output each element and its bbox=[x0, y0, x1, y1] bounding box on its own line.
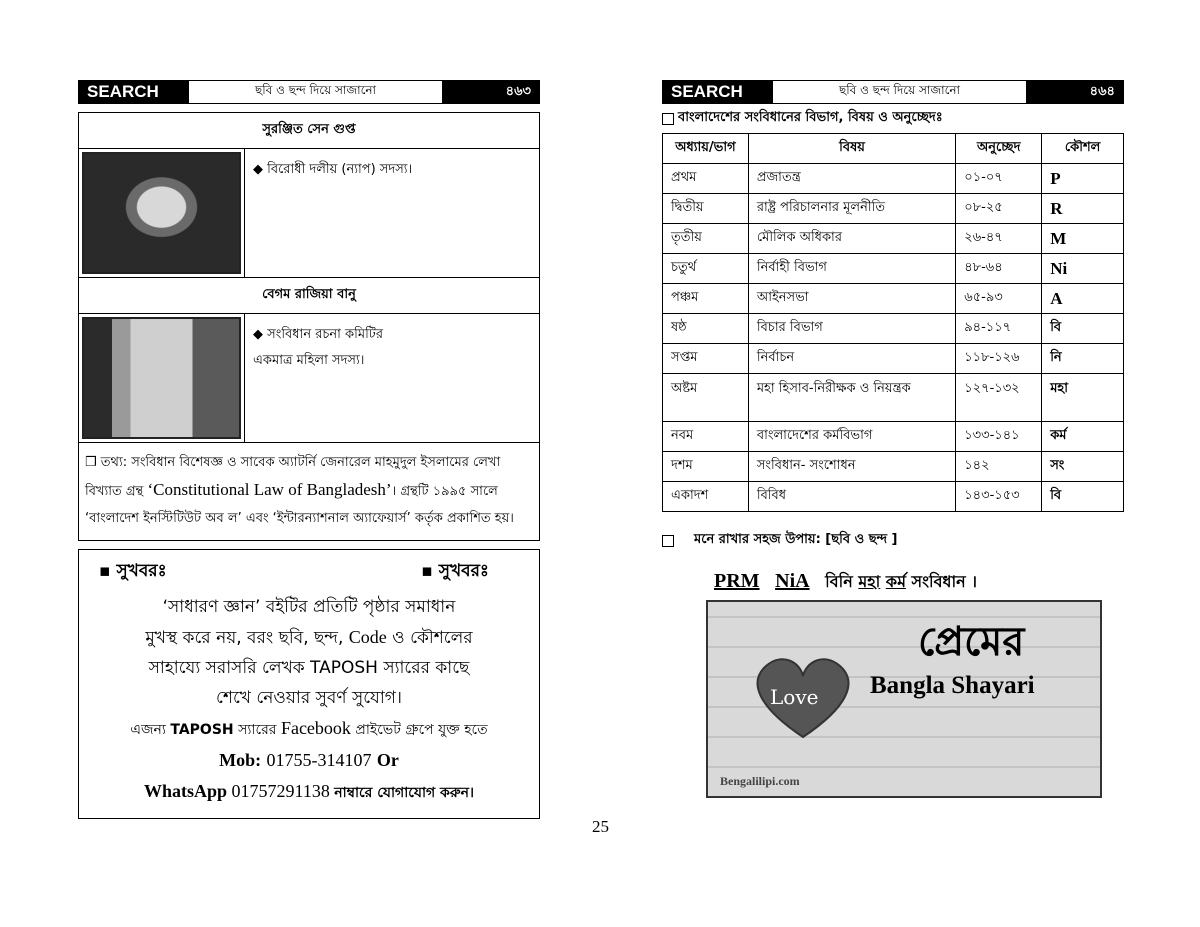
chapter-cell: পঞ্চম bbox=[663, 284, 749, 314]
promo-line bbox=[89, 713, 529, 745]
fact-suffix: । গ্রন্থটি ১৯৯৫ সালে ‘বাংলাদেশ ইনস্টিটিউট অব ল’ এবং ‘ইন্টারন্যাশনাল অ্যাফেয়ার্স’ কর্তৃক প্রকাশিত হয়। bbox=[85, 484, 514, 526]
mnemonic-nia: NiA bbox=[775, 570, 810, 592]
heart-icon bbox=[748, 652, 858, 742]
description-line: একমাত্র মহিলা সদস্য। bbox=[253, 353, 365, 368]
poster-image bbox=[706, 600, 1102, 798]
article-cell: ০৮-২৫ bbox=[956, 194, 1042, 224]
promo-text: মুখস্থ করে নয়, বরং ছবি, ছন্দ, bbox=[145, 628, 344, 648]
article-cell: ১১৮-১২৬ bbox=[956, 344, 1042, 374]
portrait-image bbox=[82, 152, 241, 274]
chapter-cell: একাদশ bbox=[663, 482, 749, 512]
chapter-cell: ষষ্ঠ bbox=[663, 314, 749, 344]
table-row bbox=[663, 344, 1124, 374]
whatsapp-number: 01757291138 bbox=[231, 781, 330, 801]
subject-cell: নির্বাচন bbox=[748, 344, 955, 374]
promo-mobile bbox=[89, 745, 529, 776]
trick-cell: M bbox=[1042, 224, 1124, 254]
contact-suffix: নাম্বারে যোগাযোগ করুন। bbox=[334, 785, 474, 801]
promo-author: TAPOSH bbox=[170, 722, 234, 738]
chapter-cell: চতুর্থ bbox=[663, 254, 749, 284]
subject-cell: রাষ্ট্র পরিচালনার মূলনীতি bbox=[748, 194, 955, 224]
brand-label: SEARCH bbox=[79, 81, 189, 103]
trick-cell: Ni bbox=[1042, 254, 1124, 284]
promo-code-word: Code bbox=[348, 627, 387, 647]
trick-cell: A bbox=[1042, 284, 1124, 314]
header-title: ছবি ও ছন্দ দিয়ে সাজানো bbox=[773, 81, 1027, 103]
promo-tags bbox=[89, 558, 529, 586]
fact-book-title: ‘Constitutional Law of Bangladesh’ bbox=[147, 480, 392, 499]
table-row bbox=[663, 224, 1124, 254]
article-cell: ০১-০৭ bbox=[956, 164, 1042, 194]
article-cell: ১৪৩-১৫৩ bbox=[956, 482, 1042, 512]
header-page-number: ৪৬৪ bbox=[1027, 81, 1123, 103]
promo-line: সাহায্যে সরাসরি লেখক TAPOSH স্যারের কাছে bbox=[148, 658, 470, 678]
section-title-text: বাংলাদেশের সংবিধানের বিভাগ, বিষয় ও অনুচ্ছেদঃ bbox=[678, 110, 943, 125]
subject-cell: মহা হিসাব-নিরীক্ষক ও নিয়ন্ত্রক bbox=[748, 374, 955, 422]
promo-line: ‘সাধারণ জ্ঞান’ বইটির প্রতিটি পৃষ্ঠার সমাধান bbox=[162, 597, 456, 617]
trick-cell: কর্ম bbox=[1042, 422, 1124, 452]
promo-facebook: Facebook bbox=[280, 718, 351, 738]
person-photo bbox=[79, 314, 245, 442]
promo-tag-left: ▪ সুখবরঃ bbox=[99, 561, 167, 581]
poster-heading: প্রেমের bbox=[918, 619, 1025, 665]
trick-cell: বি bbox=[1042, 314, 1124, 344]
header-page-number: ৪৬৩ bbox=[443, 81, 539, 103]
promo-text: স্যারের bbox=[238, 722, 277, 738]
whatsapp-label: WhatsApp bbox=[144, 781, 228, 801]
mobile-label: Mob: bbox=[219, 750, 262, 770]
promo-text: এজন্য bbox=[130, 722, 166, 738]
mnemonic-word: বিনি bbox=[825, 572, 853, 591]
subject-cell: নির্বাহী বিভাগ bbox=[748, 254, 955, 284]
memory-tip bbox=[662, 530, 1124, 551]
fact-prefix: ❒ তথ্য: সংবিধান বিশেষজ্ঞ ও সাবেক অ্যাটর্নি জেনারেল মাহমুদুল ইসলামের লেখা বিখ্যাত গ্রন্থ bbox=[85, 455, 501, 499]
person-photo bbox=[79, 149, 245, 277]
person-row bbox=[79, 314, 539, 443]
header-title: ছবি ও ছন্দ দিয়ে সাজানো bbox=[189, 81, 443, 103]
fact-note bbox=[79, 443, 539, 540]
love-text: Love bbox=[770, 685, 819, 709]
mobile-number: 01755-314107 bbox=[266, 750, 372, 770]
table-row bbox=[663, 194, 1124, 224]
promo-text: ও কৌশলের bbox=[392, 628, 473, 648]
constitution-table bbox=[662, 133, 1124, 512]
person-row bbox=[79, 149, 539, 278]
portrait-image bbox=[82, 317, 241, 439]
person-description bbox=[245, 149, 539, 277]
page-number: 25 bbox=[592, 817, 609, 836]
poster-subtitle: Bangla Shayari bbox=[870, 672, 1035, 699]
person-name: সুরঞ্জিত সেন গুপ্ত bbox=[79, 113, 539, 149]
table-header-row bbox=[663, 134, 1124, 164]
left-page-header bbox=[78, 80, 540, 104]
chapter-cell: দ্বিতীয় bbox=[663, 194, 749, 224]
column-header: অধ্যায়/ভাগ bbox=[663, 134, 749, 164]
promo-line bbox=[89, 622, 529, 653]
subject-cell: সংবিধান- সংশোধন bbox=[748, 452, 955, 482]
chapter-cell: অষ্টম bbox=[663, 374, 749, 422]
subject-cell: আইনসভা bbox=[748, 284, 955, 314]
trick-cell: সং bbox=[1042, 452, 1124, 482]
trick-cell: বি bbox=[1042, 482, 1124, 512]
table-row bbox=[663, 314, 1124, 344]
trick-cell: মহা bbox=[1042, 374, 1124, 422]
article-cell: ২৬-৪৭ bbox=[956, 224, 1042, 254]
right-page bbox=[662, 80, 1124, 788]
left-page bbox=[78, 80, 540, 819]
trick-cell: P bbox=[1042, 164, 1124, 194]
promo-text: প্রাইভেট গ্রুপে যুক্ত হতে bbox=[355, 722, 488, 738]
memory-tip-text: মনে রাখার সহজ উপায়: [ছবি ও ছন্দ ] bbox=[694, 532, 898, 547]
description-line: ◆ সংবিধান রচনা কমিটির bbox=[253, 327, 384, 342]
subject-cell: মৌলিক অধিকার bbox=[748, 224, 955, 254]
article-cell: ৬৫-৯৩ bbox=[956, 284, 1042, 314]
mnemonic-word: সংবিধান । bbox=[911, 572, 977, 591]
chapter-cell: সপ্তম bbox=[663, 344, 749, 374]
table-row bbox=[663, 422, 1124, 452]
table-row bbox=[663, 284, 1124, 314]
person-name: বেগম রাজিয়া বানু bbox=[79, 278, 539, 314]
article-cell: ১২৭-১৩২ bbox=[956, 374, 1042, 422]
person-description bbox=[245, 314, 539, 442]
mnemonic-line bbox=[662, 569, 1124, 596]
article-cell: ১৩৩-১৪১ bbox=[956, 422, 1042, 452]
table-row bbox=[663, 254, 1124, 284]
trick-cell: নি bbox=[1042, 344, 1124, 374]
right-page-header bbox=[662, 80, 1124, 104]
promo-whatsapp bbox=[89, 776, 529, 808]
checkbox-icon bbox=[662, 535, 674, 547]
table-body bbox=[663, 164, 1124, 512]
promo-tag-right: ▪ সুখবরঃ bbox=[421, 561, 489, 581]
column-header: অনুচ্ছেদ bbox=[956, 134, 1042, 164]
mnemonic-prm: PRM bbox=[714, 570, 760, 592]
brand-label: SEARCH bbox=[663, 81, 773, 103]
mnemonic-word: কর্ম bbox=[885, 572, 906, 591]
table-row bbox=[663, 452, 1124, 482]
mnemonic-word: মহা bbox=[858, 572, 881, 591]
article-cell: ৪৮-৬৪ bbox=[956, 254, 1042, 284]
subject-cell: বিচার বিভাগ bbox=[748, 314, 955, 344]
subject-cell: প্রজাতন্ত্র bbox=[748, 164, 955, 194]
promo-line: শেখে নেওয়ার সুবর্ণ সুযোগ। bbox=[216, 688, 402, 708]
promo-box bbox=[78, 549, 540, 819]
table-row bbox=[663, 482, 1124, 512]
checkbox-icon bbox=[662, 113, 674, 125]
chapter-cell: নবম bbox=[663, 422, 749, 452]
chapter-cell: প্রথম bbox=[663, 164, 749, 194]
chapter-cell: তৃতীয় bbox=[663, 224, 749, 254]
description-line: ◆ বিরোধী দলীয় (ন্যাপ) সদস্য। bbox=[253, 162, 413, 177]
column-header: কৌশল bbox=[1042, 134, 1124, 164]
table-row bbox=[663, 164, 1124, 194]
section-title bbox=[662, 104, 1124, 133]
column-header: বিষয় bbox=[748, 134, 955, 164]
bio-panel bbox=[78, 112, 540, 541]
trick-cell: R bbox=[1042, 194, 1124, 224]
table-row bbox=[663, 374, 1124, 422]
subject-cell: বাংলাদেশের কর্মবিভাগ bbox=[748, 422, 955, 452]
subject-cell: বিবিধ bbox=[748, 482, 955, 512]
chapter-cell: দশম bbox=[663, 452, 749, 482]
article-cell: ১৪২ bbox=[956, 452, 1042, 482]
or-label: Or bbox=[376, 750, 399, 770]
article-cell: ৯৪-১১৭ bbox=[956, 314, 1042, 344]
poster-site: Bengalilipi.com bbox=[720, 774, 800, 788]
